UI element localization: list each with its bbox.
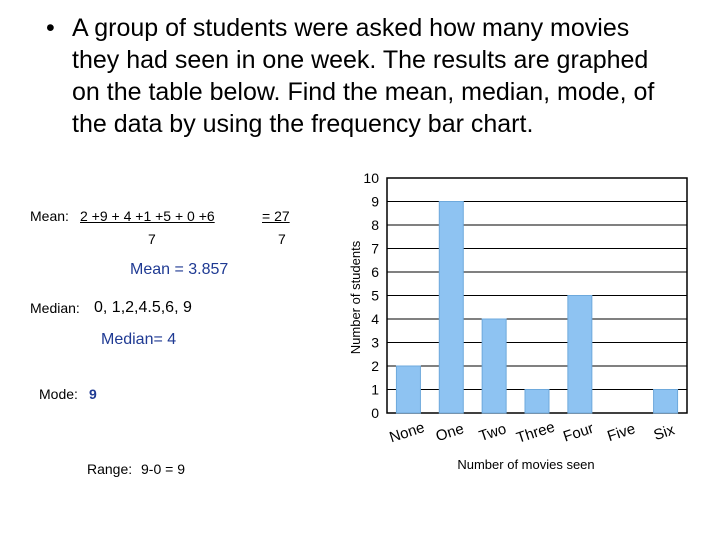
- x-tick-label: Five: [605, 420, 638, 446]
- bar-three: [525, 390, 549, 414]
- y-tick-label: 3: [371, 334, 379, 351]
- median-result: Median= 4: [101, 331, 177, 348]
- y-tick-label: 10: [363, 170, 379, 186]
- y-tick-label: 2: [371, 358, 379, 374]
- range-label: Range:: [87, 461, 133, 477]
- y-tick-label: 8: [371, 217, 379, 233]
- bar-two: [482, 319, 506, 413]
- y-tick-label: 9: [371, 193, 379, 210]
- mode-label: Mode:: [39, 386, 78, 402]
- bar-six: [654, 390, 678, 414]
- y-tick-label: 1: [371, 381, 379, 398]
- y-tick-label: 6: [371, 264, 379, 280]
- y-tick-label: 0: [371, 405, 379, 421]
- y-tick-label: 7: [371, 240, 379, 257]
- median-label: Median:: [30, 300, 80, 316]
- mean-label: Mean:: [30, 208, 69, 224]
- y-axis-label: Number of students: [348, 240, 363, 355]
- x-tick-label: Three: [514, 418, 557, 447]
- bar-none: [396, 366, 420, 413]
- y-tick-label: 4: [371, 311, 379, 327]
- x-tick-label: Four: [561, 419, 596, 446]
- mean-result: Mean = 3.857: [130, 261, 229, 278]
- x-tick-label: One: [433, 420, 467, 446]
- x-tick-label: None: [387, 419, 427, 447]
- x-tick-label: Two: [477, 420, 509, 446]
- x-axis-label: Number of movies seen: [457, 457, 595, 472]
- mean-numerator: 2 +9 + 4 +1 +5 + 0 +6: [80, 208, 215, 224]
- range-value: 9-0 = 9: [141, 461, 185, 477]
- mean-eq-numerator: = 27: [262, 208, 290, 224]
- y-tick-label: 5: [371, 287, 379, 304]
- x-tick-label: Six: [651, 421, 677, 445]
- question-text: A group of students were asked how many movies they had seen in one week. The results are graphed on the table below. Find the mean, median, mode, of the data by using the frequency bar chart.: [72, 14, 655, 138]
- bar-one: [439, 202, 463, 414]
- median-values: 0, 1,2,4.5,6, 9: [94, 299, 192, 316]
- bullet-point: •: [46, 14, 55, 42]
- mean-denominator: 7: [148, 231, 156, 247]
- bar-four: [568, 296, 592, 414]
- mode-value: 9: [89, 386, 97, 402]
- mean-eq-denominator: 7: [278, 231, 286, 247]
